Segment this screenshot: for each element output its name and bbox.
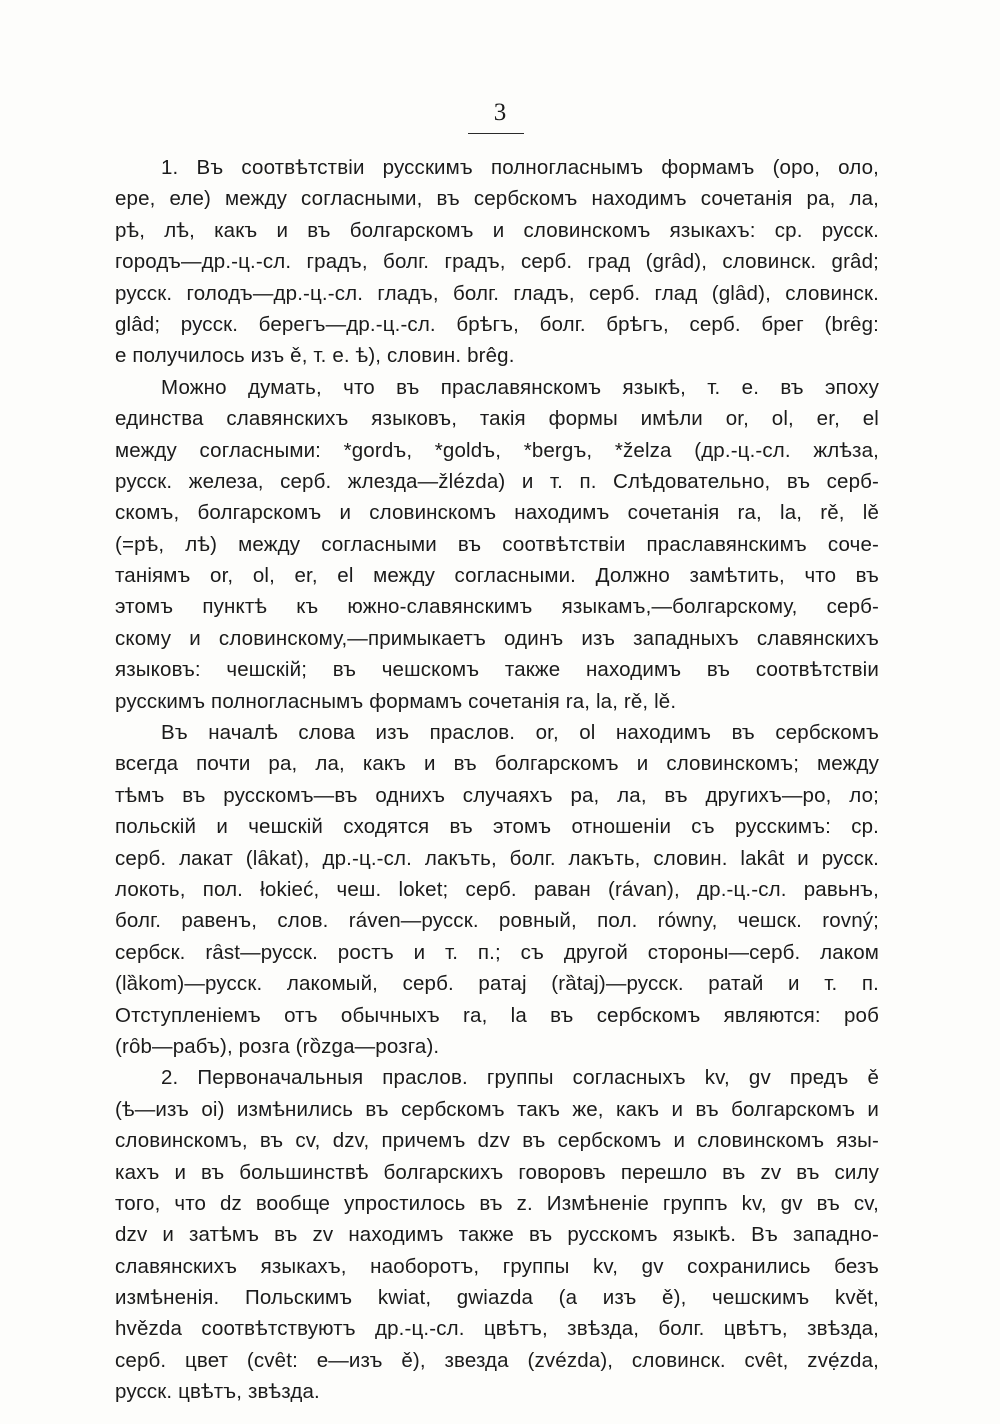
text-line: измѣненія. Польскимъ kwiat, gwiazda (а изъ ě), чешскимъ květ, [115,1286,879,1310]
text-line: русск. цвѣтъ, звѣзда. [115,1380,320,1404]
text-line: единства славянскихъ языковъ, такія формы имѣли or, ol, er, el [115,407,879,431]
text-line: русскимъ полногласнымъ формамъ сочетанія ra, la, rě, lě. [115,689,677,713]
text-line: dzv и затѣмъ въ zv находимъ также въ русскомъ языкѣ. Въ западно- [115,1223,879,1247]
text-line: 2. Первоначальныя праслов. группы согласныхъ kv, gv предъ ě [161,1066,879,1090]
text-line: этомъ пунктѣ къ южно-славянскимъ языкамъ,—болгарскому, серб- [115,595,879,619]
text-line: тѣмъ въ русскомъ—въ однихъ случаяхъ ра, ла, въ другихъ—ро, ло; [115,783,879,807]
text-line: таніямъ or, ol, er, el между согласными. Должно замѣтить, что въ [115,564,879,588]
text-line: городъ—др.-ц.-сл. градъ, болг. градъ, серб. град (grȃd), словинск. grâd; [115,250,879,274]
body-text [115,152,879,1408]
paragraph-2 [115,372,879,717]
text-line: словинскомъ, въ cv, dzv, причемъ dzv въ сербскомъ и словинскомъ язы- [115,1129,879,1153]
page-number-rule [468,133,524,134]
text-line: (rȏb—рабъ), розга (rȍzga—розга). [115,1034,440,1058]
text-line: Можно думать, что въ праславянскомъ языкѣ, т. е. въ эпоху [161,375,879,399]
text-line: (lȁkom)—русск. лакомый, серб. ратаj (rȁtaj)—русск. ратай и т. п. [115,972,879,996]
paragraph-1 [115,152,879,372]
page-number: 3 [493,99,507,126]
text-line: Отступленіемъ отъ обычныхъ ra, la въ сербскомъ являются: роб [115,1003,879,1027]
text-line: (ѣ—изъ oi) измѣнились въ сербскомъ такъ же, какъ и въ болгарскомъ и [115,1097,879,1121]
text-line: между согласными: *gordъ, *goldъ, *bergъ, *želza (др.-ц.-сл. жлѣза, [115,438,879,462]
text-line: локоть, пол. łokieć, чеш. loket; серб. раван (rávan), др.-ц.-сл. равьнъ, [115,877,879,901]
text-line: серб. лакат (lȃkat), др.-ц.-сл. лакъть, болг. лакъть, словин. lakȃt и русск. [115,846,879,870]
text-line: серб. цвет (cvȇt: е—изъ ě), звезда (zvézda), словинск. cvȇt, zvẹ́zda, [115,1348,879,1372]
text-line: русск. голодъ—др.-ц.-сл. гладъ, болг. гладъ, серб. глад (glȃd), словинск. [115,281,879,305]
text-line: языковъ: чешскій; въ чешскомъ также находимъ въ соотвѣтствіи [115,658,879,682]
text-line: скомъ, болгарскомъ и словинскомъ находимъ сочетанія ra, la, rě, lě [115,501,879,525]
text-line: ере, еле) между согласными, въ сербскомъ находимъ сочетанія ра, ла, [115,187,879,211]
text-line: кахъ и въ большинствѣ болгарскихъ говоровъ перешло въ zv въ силу [115,1160,879,1184]
text-line: славянскихъ языкахъ, наоборотъ, группы kv, gv сохранились безъ [115,1254,879,1278]
paragraph-4 [115,1062,879,1407]
text-line: glâd; русск. берегъ—др.-ц.-сл. брѣгъ, болг. брѣгъ, серб. брег (brȇg: [115,312,879,336]
text-line: всегда почти ра, ла, какъ и въ болгарскомъ и словинскомъ; между [115,752,879,776]
text-line: того, что dz вообще упростилось въ z. Измѣненіе группъ kv, gv въ cv, [115,1191,879,1215]
text-line: (=рѣ, лѣ) между согласными въ соотвѣтствіи праславянскимъ соче- [115,532,879,556]
text-line: скому и словинскому,—примыкаетъ одинъ изъ западныхъ славянскихъ [115,626,879,650]
text-line: болг. равенъ, слов. ráven—русск. ровный, пол. równy, чешск. rovný; [115,909,879,933]
text-line: польскій и чешскій сходятся въ этомъ отношеніи съ русскимъ: ср. [115,815,879,839]
text-line: русск. железа, серб. жлезда—žlézda) и т. п. Слѣдовательно, въ серб- [115,469,879,493]
text-line: Въ началѣ слова изъ праслов. or, ol находимъ въ сербскомъ [161,721,879,745]
paragraph-3 [115,717,879,1062]
text-line: сербск. rȃst—русск. ростъ и т. п.; съ другой стороны—серб. лаком [115,940,879,964]
text-line: 1. Въ соотвѣтствіи русскимъ полногласнымъ формамъ (оро, оло, [161,156,879,179]
text-line: рѣ, лѣ, какъ и въ болгарскомъ и словинскомъ языкахъ: ср. русск. [115,218,879,242]
text-line: е получилось изъ ě, т. е. ѣ), словин. brêg. [115,344,515,368]
text-line: hvězda соотвѣтствуютъ др.-ц.-сл. цвѣтъ, звѣзда, болг. цвѣтъ, звѣзда, [115,1317,879,1341]
